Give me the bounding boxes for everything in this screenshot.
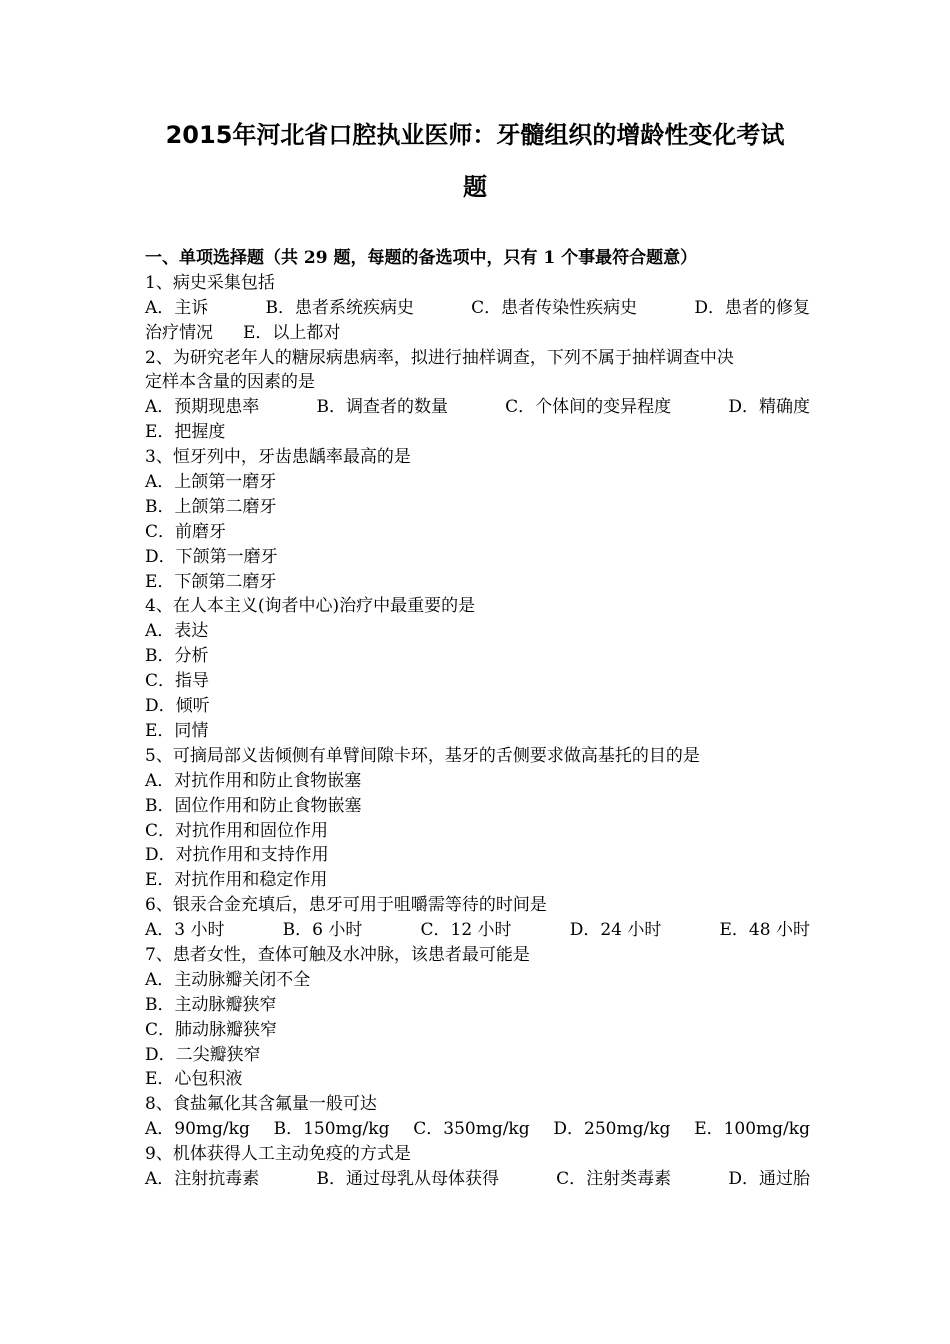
option-text: E．把握度 [145, 422, 226, 443]
document-title-line-2: 题 [463, 173, 487, 201]
option-text: E．同情 [145, 720, 209, 741]
option-text: D．精确度 [728, 397, 810, 418]
option-text: E．心包积液 [145, 1069, 243, 1090]
option-text: A．主动脉瓣关闭不全 [145, 969, 311, 990]
question-list [145, 271, 810, 1192]
option-text: B．调查者的数量 [316, 397, 448, 418]
question-item [145, 943, 810, 1092]
section-heading: 一、单项选择题（共 29 题，每题的备选项中，只有 1 个事最符合题意） [145, 248, 698, 268]
option-row [145, 694, 810, 719]
question-item [145, 1092, 810, 1142]
option-row [145, 296, 810, 321]
option-row [145, 1117, 810, 1142]
option-text: C．注射类毒素 [556, 1168, 672, 1189]
option-text: C．对抗作用和固位作用 [145, 820, 329, 841]
option-row [145, 395, 810, 420]
option-text: A．90mg/kg [145, 1119, 250, 1140]
question-item [145, 1142, 810, 1192]
option-row [145, 570, 810, 595]
option-text: D．下颌第一磨牙 [145, 546, 278, 567]
question-stem: 定样本含量的因素的是 [145, 372, 315, 393]
option-row [145, 1167, 810, 1192]
option-text: D．通过胎 [728, 1168, 810, 1189]
option-text: B．150mg/kg [273, 1119, 390, 1140]
option-row [145, 619, 810, 644]
option-text: C．肺动脉瓣狭窄 [145, 1019, 278, 1040]
option-row [145, 644, 810, 669]
question-item [145, 346, 810, 446]
option-text: D．二尖瓣狭窄 [145, 1044, 261, 1065]
option-text: E．100mg/kg [694, 1119, 810, 1140]
question-body [145, 246, 810, 1192]
option-text: A．预期现患率 [145, 397, 260, 418]
option-row [145, 669, 810, 694]
option-row [145, 769, 810, 794]
option-row [145, 868, 810, 893]
option-row [145, 918, 810, 943]
option-text: B．分析 [145, 646, 209, 667]
option-text: A．3 小时 [145, 920, 225, 941]
option-text: B．患者系统疾病史 [265, 297, 414, 318]
question-stem: 9、机体获得人工主动免疫的方式是 [145, 1144, 411, 1165]
option-text: E．下颌第二磨牙 [145, 571, 277, 592]
option-text: 治疗情况 [145, 322, 213, 343]
document-title-line-1: 2015年河北省口腔执业医师：牙髓组织的增龄性变化考试 [165, 121, 785, 149]
option-row [145, 819, 810, 844]
question-stem: 1、病史采集包括 [145, 272, 275, 293]
option-row [145, 1043, 810, 1068]
option-text: A．主诉 [145, 297, 209, 318]
option-text: D．患者的修复 [694, 297, 810, 318]
question-stem: 2、为研究老年人的糖尿病患病率，拟进行抽样调查，下列不属于抽样调查中决 [145, 347, 734, 368]
question-stem: 4、在人本主义(询者中心)治疗中最重要的是 [145, 596, 476, 617]
question-stem: 7、患者女性，查体可触及水冲脉，该患者最可能是 [145, 944, 530, 965]
option-row [145, 993, 810, 1018]
option-row [145, 794, 810, 819]
question-stem: 3、恒牙列中，牙齿患龋率最高的是 [145, 447, 411, 468]
question-stem: 5、可摘局部义齿倾侧有单臂间隙卡环，基牙的舌侧要求做高基托的目的是 [145, 745, 700, 766]
option-row [145, 719, 810, 744]
question-item [145, 594, 810, 743]
option-text: D．倾听 [145, 696, 210, 717]
option-text: B．6 小时 [282, 920, 363, 941]
option-text: C．350mg/kg [413, 1119, 530, 1140]
option-text: B．固位作用和防止食物嵌塞 [145, 795, 362, 816]
option-text: A．表达 [145, 621, 209, 642]
question-stem: 6、银汞合金充填后，患牙可用于咀嚼需等待的时间是 [145, 895, 547, 916]
option-text: D．24 小时 [569, 920, 662, 941]
option-text: A．对抗作用和防止食物嵌塞 [145, 770, 362, 791]
option-row [145, 495, 810, 520]
option-row [145, 545, 810, 570]
question-item [145, 893, 810, 943]
option-row [145, 470, 810, 495]
option-text: E．以上都对 [243, 322, 341, 343]
option-text: C．患者传染性疾病史 [471, 297, 638, 318]
question-item [145, 445, 810, 594]
option-row [145, 321, 810, 346]
option-text: C．个体间的变异程度 [505, 397, 672, 418]
option-row [145, 968, 810, 993]
option-text: C．指导 [145, 671, 210, 692]
option-text: A．上颌第一磨牙 [145, 472, 277, 493]
option-text: B．主动脉瓣狭窄 [145, 994, 277, 1015]
option-text: E．48 小时 [719, 920, 810, 941]
option-row [145, 520, 810, 545]
option-text: D．对抗作用和支持作用 [145, 845, 329, 866]
question-item [145, 271, 810, 346]
option-row [145, 1067, 810, 1092]
option-text: D．250mg/kg [553, 1119, 671, 1140]
question-item [145, 744, 810, 893]
option-text: A．注射抗毒素 [145, 1168, 260, 1189]
option-row [145, 1018, 810, 1043]
option-text: B．通过母乳从母体获得 [316, 1168, 499, 1189]
option-row [145, 843, 810, 868]
option-text: B．上颌第二磨牙 [145, 496, 277, 517]
question-stem: 8、食盐氟化其含氟量一般可达 [145, 1094, 377, 1115]
option-text: E．对抗作用和稳定作用 [145, 870, 328, 891]
option-text: C．前磨牙 [145, 521, 227, 542]
option-row [145, 420, 810, 445]
option-text: C．12 小时 [420, 920, 512, 941]
